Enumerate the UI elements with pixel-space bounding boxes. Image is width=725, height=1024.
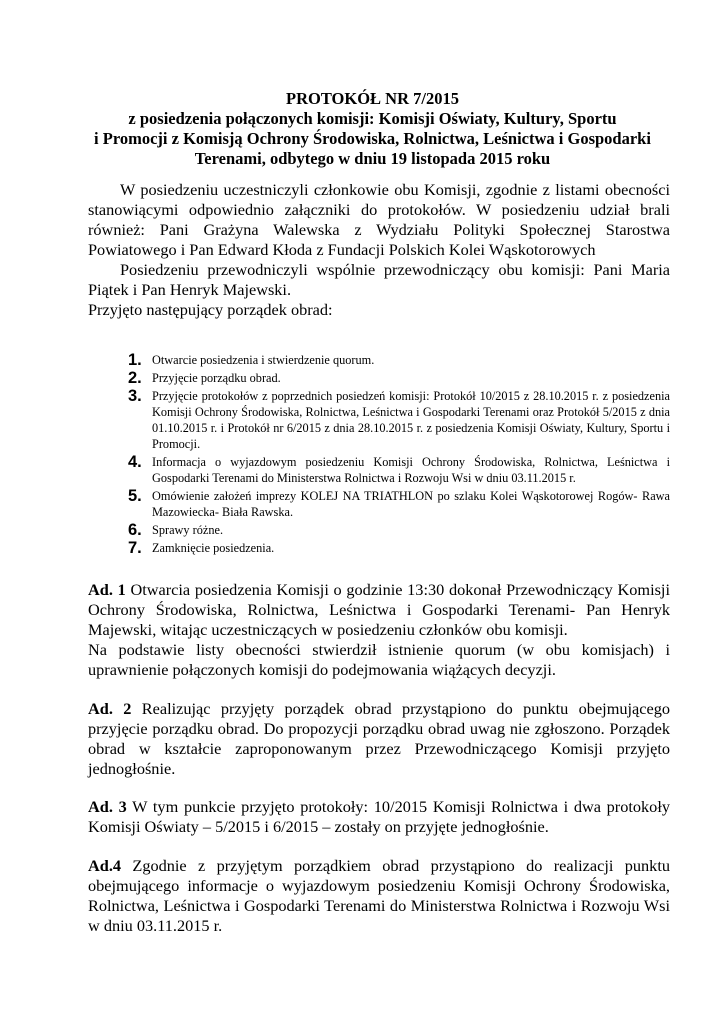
agenda-item — [128, 540, 670, 556]
agenda-item — [128, 370, 670, 386]
agenda-item-number: 5. — [128, 487, 142, 505]
section-ad-1-label: Ad. 1 — [88, 580, 126, 599]
section-ad-4-label: Ad.4 — [88, 856, 122, 875]
agenda-item-text: Sprawy różne. — [152, 523, 224, 537]
intro-agenda-lead: Przyjęto następujący porządek obrad: — [88, 300, 333, 319]
agenda-item — [128, 388, 670, 452]
agenda-item-text: Przyjęcie protokołów z poprzednich posiedzeń komisji: Protokół 10/2015 z 28.10.2015 r. z posiedzenia Komisji Ochrony Środowiska, Rolnictwa, Leśnictwa i Gospodarki Terenami oraz Protokół 5/2015 z dnia 01.10.2015 r. i Protokół nr 6/2015 z dnia 28.10.2015 r. z posiedzenia Komisji Oświaty, Kultury, Sportu i Promocji. — [152, 389, 670, 451]
agenda-item-text: Przyjęcie porządku obrad. — [152, 371, 281, 385]
section-ad-2-text: Realizując przyjęty porządek obrad przystąpiono do punktu obejmującego przyjęcie porządku obrad. Do propozycji porządku obrad uwag nie zgłoszono. Porządek obrad w kształcie zaproponowanym przez Przewodniczącego Komisji przyjęto jednogłośnie. — [88, 699, 670, 778]
section-ad-1-text: Otwarcia posiedzenia Komisji o godzinie 13:30 dokonał Przewodniczący Komisji Ochrony Środowiska, Rolnictwa, Leśnictwa i Gospodarki Terenami- Pan Henryk Majewski, witając uczestniczących w posiedzeniu członków obu komisji. — [88, 580, 670, 639]
agenda-item — [128, 352, 670, 368]
section-ad-4 — [88, 856, 670, 936]
agenda-item-number: 1. — [128, 351, 142, 369]
agenda-item-text: Zamknięcie posiedzenia. — [152, 541, 275, 555]
section-ad-1 — [88, 580, 670, 680]
title-line-3: i Promocji z Komisją Ochrony Środowiska, Rolnictwa, Leśnictwa i Gospodarki — [94, 129, 651, 148]
agenda-item-number: 4. — [128, 453, 142, 471]
agenda-item-number: 3. — [128, 387, 142, 405]
section-ad-3 — [88, 797, 670, 837]
agenda-item-number: 7. — [128, 539, 142, 557]
title-line-4: Terenami, odbytego w dniu 19 listopada 2015 roku — [194, 149, 551, 168]
agenda-item-number: 6. — [128, 521, 142, 539]
title-line-2: z posiedzenia połączonych komisji: Komisji Oświaty, Kultury, Sportu — [128, 109, 617, 128]
agenda-item — [128, 522, 670, 538]
agenda-item-text: Informacja o wyjazdowym posiedzeniu Komisji Ochrony Środowiska, Rolnictwa, Leśnictwa i Gospodarki Terenami do Ministerstwa Rolnictwa i Rozwoju Wsi w dniu 03.11.2015 r. — [152, 455, 670, 485]
section-ad-4-text: Zgodnie z przyjętym porządkiem obrad przystąpiono do realizacji punktu obejmującego informacje o wyjazdowym posiedzeniu Komisji Ochrony Środowiska, Rolnictwa, Leśnictwa i Gospodarki Terenami do Ministerstwa Rolnictwa i Rozwoju Wsi w dniu 03.11.2015 r. — [88, 856, 670, 935]
agenda-item — [128, 488, 670, 520]
agenda-item-text: Otwarcie posiedzenia i stwierdzenie quorum. — [152, 353, 375, 367]
section-ad-2 — [88, 699, 670, 779]
section-ad-3-label: Ad. 3 — [88, 797, 127, 816]
title-line-1: PROTOKÓŁ NR 7/2015 — [286, 89, 459, 108]
section-ad-1-text-2: Na podstawie listy obecności stwierdził istnienie quorum (w obu komisjach) i uprawnienie połączonych komisji do podejmowania wiążących decyzji. — [88, 640, 670, 679]
agenda-item-number: 2. — [128, 369, 142, 387]
intro-paragraph-chairs: Posiedzeniu przewodniczyli wspólnie przewodniczący obu komisji: Pani Maria Piątek i Pan Henryk Majewski. — [88, 260, 670, 299]
intro-section — [88, 180, 670, 320]
intro-paragraph-attendance: W posiedzeniu uczestniczyli członkowie obu Komisji, zgodnie z listami obecności stanowiącymi odpowiednio załączniki do protokołów. W posiedzeniu udział brali również: Pani Grażyna Walewska z Wydziału Polityki Społecznej Starostwa Powiatowego i Pan Edward Kłoda z Fundacji Polskich Kolei Wąskotorowych — [88, 180, 670, 259]
agenda-item-text: Omówienie założeń imprezy KOLEJ NA TRIATHLON po szlaku Kolei Wąskotorowej Rogów- Rawa Mazowiecka- Biała Rawska. — [152, 489, 670, 519]
document-title — [80, 89, 665, 169]
agenda-item — [128, 454, 670, 486]
section-ad-3-text: W tym punkcie przyjęto protokoły: 10/2015 Komisji Rolnictwa i dwa protokoły Komisji Oświaty – 5/2015 i 6/2015 – zostały on przyjęte jednogłośnie. — [88, 797, 670, 836]
section-ad-2-label: Ad. 2 — [88, 699, 132, 718]
agenda-list — [128, 352, 670, 558]
